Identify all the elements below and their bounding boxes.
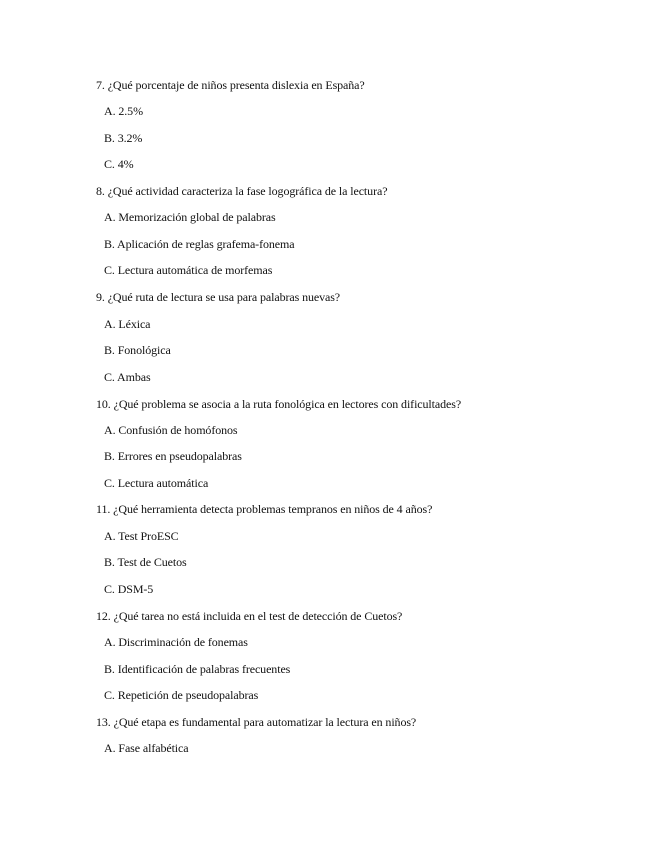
- question-8-option-c: C. Lectura automática de morfemas: [104, 263, 273, 277]
- question-9-option-a: A. Léxica: [104, 317, 151, 331]
- question-12: 12. ¿Qué tarea no está incluida en el test de detección de Cuetos?: [96, 609, 403, 623]
- question-12-option-a: A. Discriminación de fonemas: [104, 635, 248, 649]
- question-9-option-c: C. Ambas: [104, 370, 151, 384]
- question-8-option-a: A. Memorización global de palabras: [104, 210, 276, 224]
- question-7: 7. ¿Qué porcentaje de niños presenta dislexia en España?: [96, 78, 365, 92]
- question-11-option-c: C. DSM-5: [104, 582, 154, 596]
- question-7-option-c: C. 4%: [104, 157, 134, 171]
- question-10-option-b: B. Errores en pseudopalabras: [104, 449, 242, 463]
- question-9: 9. ¿Qué ruta de lectura se usa para palabras nuevas?: [96, 290, 341, 304]
- question-10: 10. ¿Qué problema se asocia a la ruta fonológica en lectores con dificultades?: [96, 397, 462, 411]
- question-13: 13. ¿Qué etapa es fundamental para automatizar la lectura en niños?: [96, 715, 417, 729]
- question-13-option-a: A. Fase alfabética: [104, 741, 189, 755]
- question-12-option-c: C. Repetición de pseudopalabras: [104, 688, 259, 702]
- question-8: 8. ¿Qué actividad caracteriza la fase logográfica de la lectura?: [96, 184, 388, 198]
- question-9-option-b: B. Fonológica: [104, 343, 171, 357]
- question-11: 11. ¿Qué herramienta detecta problemas tempranos en niños de 4 años?: [96, 502, 433, 516]
- question-7-option-a: A. 2.5%: [104, 104, 143, 118]
- question-7-option-b: B. 3.2%: [104, 131, 143, 145]
- question-10-option-a: A. Confusión de homófonos: [104, 423, 238, 437]
- question-11-option-b: B. Test de Cuetos: [104, 555, 187, 569]
- question-10-option-c: C. Lectura automática: [104, 476, 209, 490]
- question-12-option-b: B. Identificación de palabras frecuentes: [104, 662, 291, 676]
- question-11-option-a: A. Test ProESC: [104, 529, 179, 543]
- question-8-option-b: B. Aplicación de reglas grafema-fonema: [104, 237, 295, 251]
